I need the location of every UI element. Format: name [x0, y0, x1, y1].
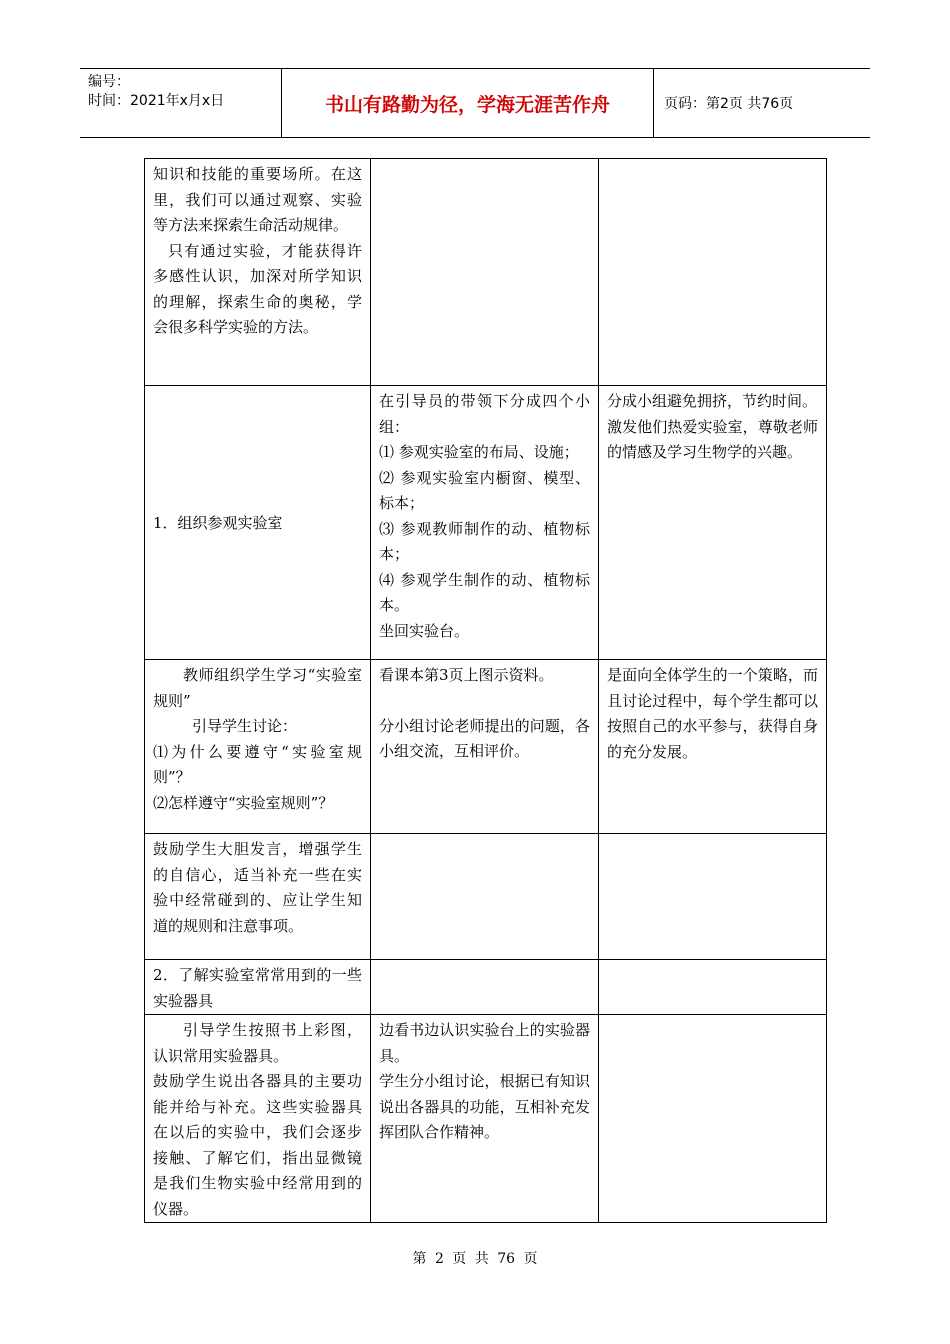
design-intent-cell — [599, 1015, 827, 1223]
cell-paragraph: 鼓励学生大胆发言，增强学生的自信心，适当补充一些在实验中经常碰到的、应让学生知道的规则和注意事项。 — [153, 840, 362, 935]
cell-paragraph: 分小组讨论老师提出的问题，各小组交流，互相评价。 — [379, 716, 590, 760]
teacher-activity-cell — [145, 159, 371, 386]
cell-paragraph: 只有通过实验，才能获得许多感性认识，加深对所学知识的理解，探索生命的奥秘，学会很多科学实验的方法。 — [153, 241, 362, 336]
design-intent-cell — [599, 660, 827, 834]
table-row — [145, 386, 827, 660]
table-row — [145, 960, 827, 1015]
student-activity-cell — [371, 1015, 599, 1223]
cell-paragraph: ⑴为什么要遵守“实验室规则”？ — [153, 742, 362, 786]
document-header — [80, 68, 870, 138]
page-footer: 第 2 页 共 76 页 — [412, 1251, 538, 1267]
design-intent-cell — [599, 159, 827, 386]
teacher-activity-cell — [145, 386, 371, 660]
table-row — [145, 834, 827, 960]
cell-paragraph: 教师组织学生学习“实验室规则” — [153, 666, 362, 710]
cell-paragraph: 激发他们热爱实验室，尊敬老师的情感及学习生物学的兴趣。 — [607, 417, 818, 461]
header-page-info: 页码：第2页 共76页 — [664, 96, 794, 112]
cell-paragraph: ⑴ 参观实验室的布局、设施； — [379, 443, 579, 461]
cell-paragraph: 鼓励学生说出各器具的主要功能并给与补充。这些实验器具在以后的实验中，我们会逐步接触、了解它们，指出显微镜是我们生物实验中经常用到的仪器。 — [153, 1072, 362, 1218]
design-intent-cell — [599, 386, 827, 660]
cell-paragraph: 边看书边认识实验台上的实验器具。 — [379, 1021, 590, 1065]
cell-paragraph: 引导学生按照书上彩图，认识常用实验器具。 — [153, 1021, 362, 1065]
teacher-activity-cell — [145, 660, 371, 834]
cell-paragraph: 1．组织参观实验室 — [153, 514, 283, 533]
cell-paragraph: 引导学生讨论： — [192, 717, 298, 735]
cell-paragraph: 学生分小组讨论，根据已有知识说出各器具的功能，互相补充发挥团队合作精神。 — [379, 1072, 590, 1141]
design-intent-cell — [599, 960, 827, 1015]
teacher-activity-cell — [145, 960, 371, 1015]
cell-paragraph: 看课本第3页上图示资料。 — [379, 666, 554, 684]
cell-paragraph: ⑵怎样遵守“实验室规则”？ — [153, 793, 334, 812]
cell-paragraph: ⑶ 参观教师制作的动、植物标本； — [379, 519, 590, 563]
header-motto: 书山有路勤为径，学海无涯苦作舟 — [282, 69, 654, 137]
design-intent-cell — [599, 834, 827, 960]
cell-paragraph: 2．了解实验室常常用到的一些实验器具 — [153, 966, 362, 1010]
date-label: 时间：2021年x月x日 — [88, 93, 225, 109]
cell-paragraph: 坐回实验台。 — [379, 621, 470, 640]
student-activity-cell — [371, 960, 599, 1015]
cell-paragraph: 知识和技能的重要场所。在这里，我们可以通过观察、实验等方法来探索生命活动规律。 — [153, 165, 362, 234]
cell-paragraph: 分成小组避免拥挤，节约时间。 — [607, 392, 818, 410]
student-activity-cell — [371, 386, 599, 660]
cell-paragraph: ⑷ 参观学生制作的动、植物标本。 — [379, 570, 590, 614]
table-row — [145, 1015, 827, 1223]
header-meta — [80, 69, 282, 137]
teacher-activity-cell — [145, 834, 371, 960]
cell-paragraph: ⑵ 参观实验室内橱窗、模型、标本； — [379, 468, 590, 512]
cell-paragraph: 是面向全体学生的一个策略，而且讨论过程中，每个学生都可以按照自己的水平参与，获得自身的充分发展。 — [607, 666, 818, 761]
teacher-activity-cell — [145, 1015, 371, 1223]
number-label: 编号： — [88, 74, 130, 90]
lesson-table — [144, 158, 827, 1223]
paragraph-gap — [379, 689, 590, 714]
cell-paragraph: 在引导员的带领下分成四个小组： — [379, 392, 590, 436]
student-activity-cell — [371, 834, 599, 960]
table-row — [145, 660, 827, 834]
student-activity-cell — [371, 159, 599, 386]
student-activity-cell — [371, 660, 599, 834]
table-row — [145, 159, 827, 386]
